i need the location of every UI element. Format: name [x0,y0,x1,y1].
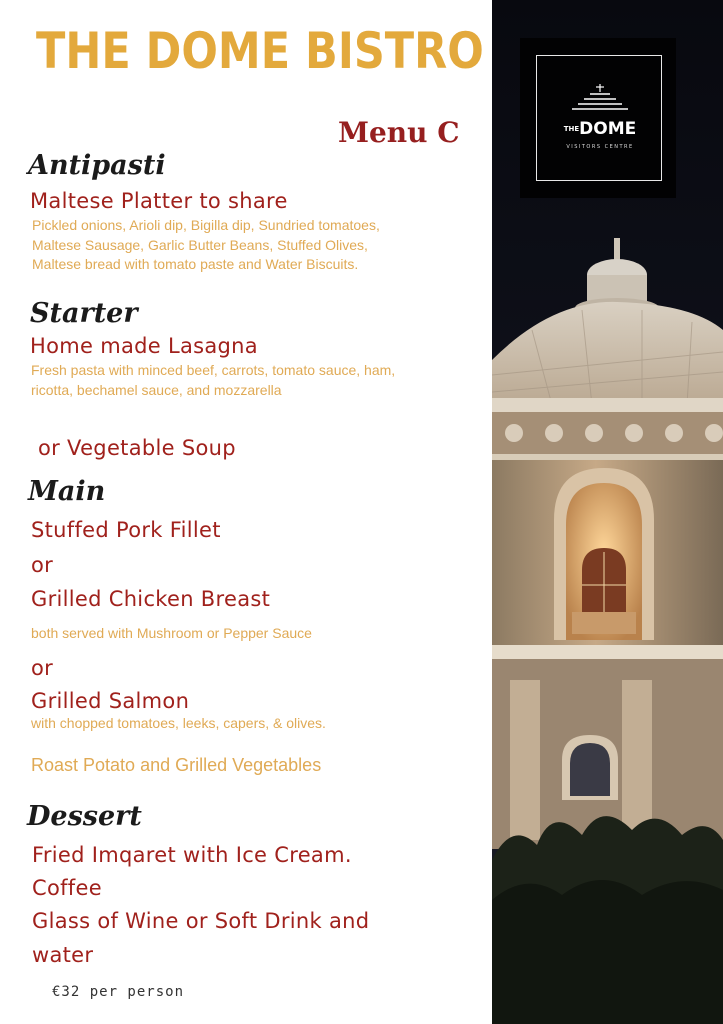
page-title: THE DOME BISTRO [36,22,484,80]
dish-description-starter [31,361,395,400]
sides-note: Roast Potato and Grilled Vegetables [31,755,322,775]
or-separator: or [31,553,54,577]
description-line: Fresh pasta with minced beef, carrots, tomato sauce, ham, [31,362,396,378]
dish-main-2: Grilled Chicken Breast [31,587,271,611]
dish-antipasti: Maltese Platter to share [30,189,288,213]
dessert-line: Fried Imqaret with Ice Cream. [32,843,352,867]
logo-word-small: THE [563,125,580,133]
section-heading-dessert: Dessert [27,801,142,832]
dessert-line: Glass of Wine or Soft Drink and [32,909,370,933]
menu-label: Menu C [338,116,460,149]
logo-subtitle: VISITORS CENTRE [566,144,634,150]
section-heading-antipasti: Antipasti [28,150,166,181]
dessert-line: water [32,943,94,967]
description-line: Maltese Sausage, Garlic Butter Beans, Stuffed Olives, [32,236,368,253]
dome-logo-icon [537,56,663,116]
dish-main-3: Grilled Salmon [31,689,190,713]
or-separator: or [31,656,54,680]
description-line: ricotta, bechamel sauce, and mozzarella [31,381,282,398]
dome-photo-panel [492,0,723,1024]
dish-main-1: Stuffed Pork Fillet [31,518,221,542]
dome-logo [520,38,676,198]
dish-starter-alternative: or Vegetable Soup [38,436,236,460]
section-heading-starter: Starter [30,298,138,329]
section-heading-main: Main [28,476,106,507]
sauce-note: both served with Mushroom or Pepper Sauce [31,625,312,641]
dessert-line: Coffee [32,876,102,900]
description-line: Maltese bread with tomato paste and Water Biscuits. [32,256,359,272]
description-line: Pickled onions, Arioli dip, Bigilla dip, Sundried tomatoes, [32,217,380,233]
price-label: €32 per person [52,984,185,1000]
logo-word-large: DOME [579,119,637,139]
logo-wordmark [537,119,663,139]
logo-frame [536,55,662,181]
dish-starter: Home made Lasagna [30,334,258,358]
salmon-note: with chopped tomatoes, leeks, capers, & olives. [31,715,326,731]
dish-description-antipasti [32,216,380,275]
